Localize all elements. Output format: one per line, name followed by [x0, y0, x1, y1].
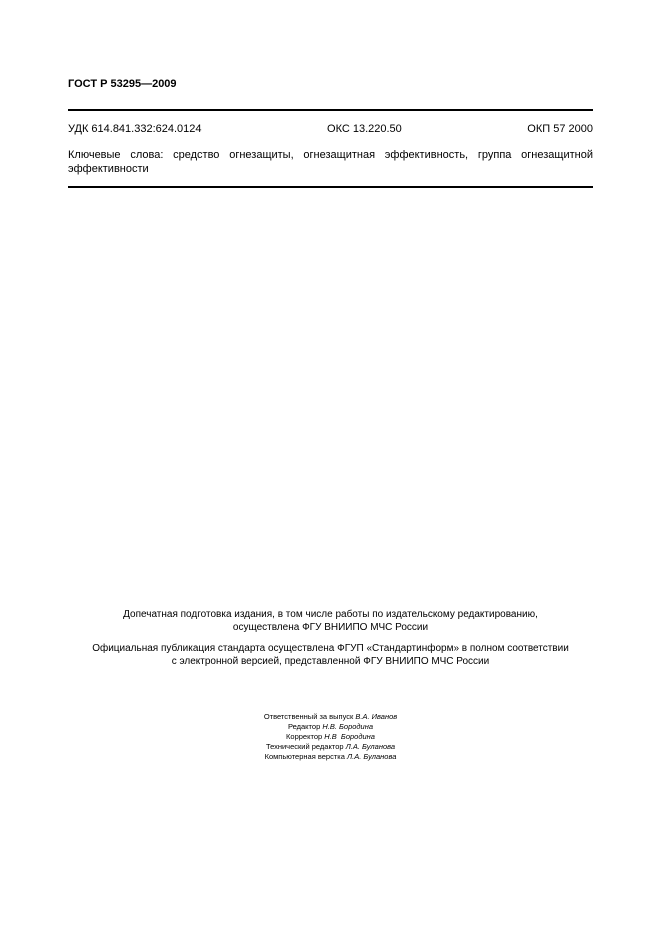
top-rule: [68, 109, 593, 111]
credit-name: В.А. Иванов: [355, 712, 398, 721]
credit-name: Л.А. Буланова: [347, 752, 397, 761]
credit-line: [68, 752, 593, 762]
credit-role: Компьютерная верстка: [264, 752, 345, 761]
credit-role: Технический редактор: [265, 742, 344, 751]
standard-title: ГОСТ Р 53295—2009: [68, 78, 177, 90]
udk-code: УДК 614.841.332:624.0124: [68, 123, 202, 135]
oks-code: ОКС 13.220.50: [327, 123, 402, 135]
credit-role: Корректор: [286, 732, 323, 741]
classification-codes: [68, 123, 593, 135]
credit-line: [68, 722, 593, 732]
prep-line-2: осуществлена ФГУ ВНИИПО МЧС России: [232, 622, 429, 633]
credit-name: Л.А. Буланова: [345, 742, 396, 751]
credit-line: [68, 712, 593, 722]
credit-line: [68, 732, 593, 742]
pub-line-1: Официальная публикация стандарта осуществлена ФГУП «Стандартинформ» в полном соответствии: [92, 643, 569, 654]
prep-line-1: Допечатная подготовка издания, в том числе работы по издательскому редактированию,: [123, 609, 538, 620]
credit-name: Н.В Бородина: [324, 732, 375, 741]
credit-line: [68, 742, 593, 752]
credit-name: Н.В. Бородина: [322, 722, 374, 731]
credit-role: Ответственный за выпуск: [263, 712, 354, 721]
credits: [68, 712, 593, 762]
keywords: Ключевые слова: средство огнезащиты, огнезащитная эффективность, группа огнезащитной эффективности: [68, 149, 593, 175]
pub-line-2: с электронной версией, представленной ФГУ ВНИИПО МЧС России: [171, 656, 490, 667]
bottom-rule: [68, 186, 593, 188]
prep-note: [68, 608, 593, 634]
okp-code: ОКП 57 2000: [527, 123, 593, 135]
publication-note: [68, 642, 593, 668]
credit-role: Редактор: [287, 722, 321, 731]
